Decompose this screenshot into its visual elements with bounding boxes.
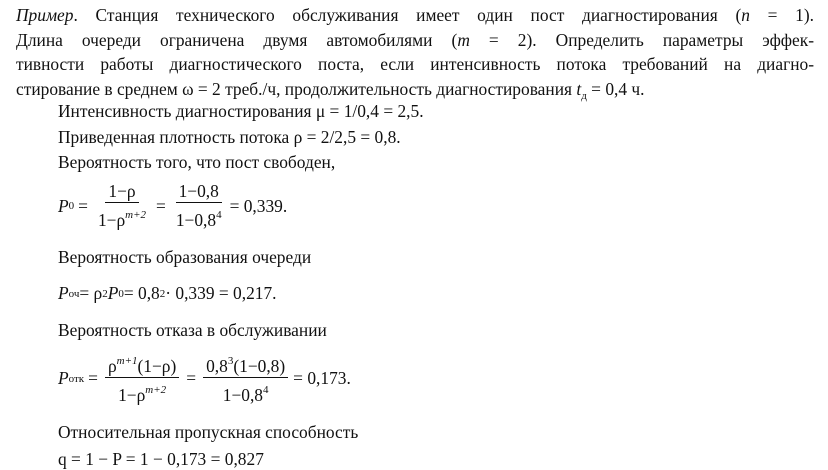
intro-line-2: Длина очереди ограничена двумя автомобилями (m = 2). Определить параметры эффек- <box>16 29 814 50</box>
example-label: Пример <box>16 5 74 25</box>
rho-line: Приведенная плотность потока ρ = 2/2,5 = 0,8. <box>58 127 401 147</box>
intro-line-4: стирование в среднем ω = 2 треб./ч, продолжительность диагностирования $t_д = 0,4$ ч. <box>16 78 645 102</box>
p-refuse-formula: P отк = $\frac{\rho^{m+1}(1-\rho)}{1-\rho^{m+2}}$ = $\frac{0,8^3(1-0,8)}{1-0,8^4}$ = 0,173. <box>58 351 351 406</box>
throughput-caption: Относительная пропускная способность <box>58 422 359 442</box>
p-queue-formula: P оч = ρ 2 P 0 = 0,8 2 · 0,339 = 0,217. <box>58 283 277 303</box>
refuse-caption: Вероятность отказа в обслуживании <box>58 320 327 340</box>
intro-line-3: тивности работы диагностического поста, если интенсивность потока требований на диагно- <box>16 54 814 75</box>
p-refuse-fraction-2: $\frac{0,8^3(1-0,8)}{1-0,8^4}$ <box>203 351 288 406</box>
p-refuse-fraction-1: $\frac{\rho^{m+1}(1-\rho)}{1-\rho^{m+2}}$ <box>105 351 179 406</box>
queue-caption: Вероятность образования очереди <box>58 247 312 267</box>
intro-line-1: Пример. Станция технического обслуживания имеет один пост диагностирования (n = 1). <box>16 5 815 25</box>
p0-caption: Вероятность того, что пост свободен, <box>58 152 336 172</box>
example-paragraph <box>16 3 814 108</box>
p0-formula: P 0 = $\frac{1-\rho}{1-\rho^{m+2}}$ = $\frac{1-0,8}{1-0,8^4}$ = 0,339. <box>58 181 288 230</box>
mu-line: Интенсивность диагностирования μ = 1/0,4 = 2,5. <box>58 101 424 121</box>
p0-fraction-2: $\frac{1-0,8}{1-0,8^4}$ <box>175 181 222 230</box>
p0-fraction-1: $\frac{1-\rho}{1-\rho^{m+2}}$ <box>97 181 146 230</box>
throughput-formula-cutoff: q = 1 − P = 1 − 0,173 = 0,827 <box>58 449 264 469</box>
